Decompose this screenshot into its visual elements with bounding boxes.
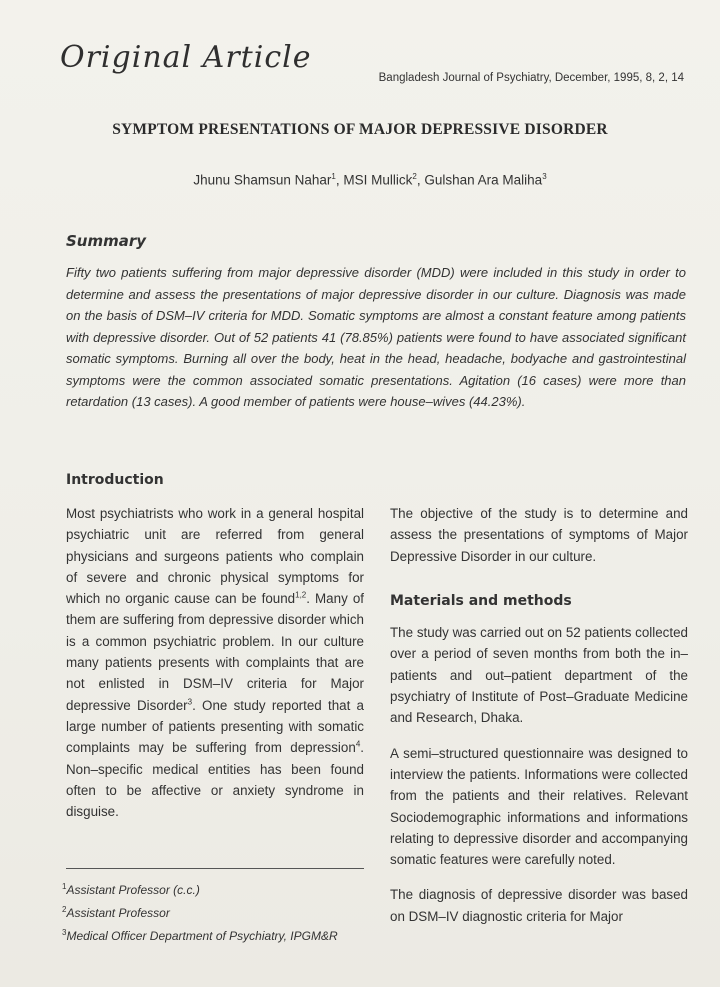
methods-paragraph: A semi–structured questionnaire was designed to interview the patients. Informations were collected from the patients and their relatives. Relevant Sociodemographic informations and informations relating to depressive disorder and accompanying somatic features were carefully noted. xyxy=(390,745,688,868)
footnote-item xyxy=(62,877,372,900)
author-name: Gulshan Ara Maliha xyxy=(424,172,543,188)
footnote-divider xyxy=(66,868,364,869)
footnote-mark: 1 xyxy=(62,882,67,891)
citation-mark: 4 xyxy=(355,739,361,749)
summary-heading: Summary xyxy=(66,232,147,250)
footnote-mark: 2 xyxy=(62,905,67,914)
masthead-original-article: Original Article xyxy=(60,40,312,75)
author-affiliation-mark: 1 xyxy=(331,172,336,181)
right-column xyxy=(390,503,688,941)
citation-mark: 1,2 xyxy=(295,590,307,600)
methods-paragraph: The diagnosis of depressive disorder was based on DSM–IV diagnostic criteria for Major xyxy=(390,887,688,924)
footnote-item xyxy=(62,923,372,946)
author-name: MSI Mullick xyxy=(343,172,413,188)
methods-heading: Materials and methods xyxy=(390,592,572,609)
author-line: Jhunu Shamsun Nahar$^1$, MSI Mullick$^2$, Gulshan Ara Maliha$^3$ xyxy=(193,172,547,188)
introduction-text xyxy=(66,503,364,822)
author-affiliation-mark: 3 xyxy=(542,172,547,181)
article-title: SYMPTOM PRESENTATIONS OF MAJOR DEPRESSIVE DISORDER xyxy=(112,121,608,138)
author-affiliation-mark: 2 xyxy=(412,172,417,181)
citation-mark: 3 xyxy=(187,697,193,707)
footnote-text: Assistant Professor (c.c.) xyxy=(66,883,200,897)
introduction-heading: Introduction xyxy=(66,472,164,488)
journal-reference: Bangladesh Journal of Psychiatry, December, 1995, 8, 2, 14 xyxy=(378,72,684,84)
intro-text-part: . Many of them are suffering from depressive disorder which is a common psychiatric problem. In our culture many patients presents with complaints that are not enlisted in DSM–IV criteria for Major depressive Disorder xyxy=(66,591,364,713)
intro-text-part: Most psychiatrists who work in a general hospital psychiatric unit are referred from general physicians and surgeons patients who complain of severe and chronic physical symptoms for which no organic cause can be found xyxy=(66,506,364,607)
methods-paragraph: The study was carried out on 52 patients collected over a period of seven months from both the in–patients and out–patient department of the psychiatry of Institute of Post–Graduate Medicine and Research, Dhaka. xyxy=(390,625,688,726)
summary-text: Fifty two patients suffering from major depressive disorder (MDD) were included in this study in order to determine and assess the presentations of major depressive disorder in our culture. Diagnosis was made on the basis of DSM–IV criteria for MDD. Somatic symptoms are almost a constant feature among patients with depressive disorder. Out of 52 patients 41 (78.85%) patients were found to have associated significant somatic symptoms. Burning all over the body, heat in the head, headache, bodyache and gastrointestinal symptoms were the common associated somatic presentations. Agitation (16 cases) were more than retardation (13 cases). A good member of patients were house–wives (44.23%). xyxy=(66,265,686,409)
footnote-text: Assistant Professor xyxy=(66,906,170,920)
footnote-item xyxy=(62,900,372,923)
intro-text-part: . Non–specific medical entities has been found often to be affective or anxiety syndrome in disguise. xyxy=(66,740,364,820)
footnote-text: Medical Officer Department of Psychiatry, IPGM&R xyxy=(66,929,338,943)
footnote-mark: 3 xyxy=(62,928,67,937)
objective-paragraph: The objective of the study is to determine and assess the presentations of symptoms of Major Depressive Disorder in our culture. xyxy=(390,506,688,564)
intro-text-part: . One study reported that a large number of patients presenting with somatic complaints may be suffering from depression xyxy=(66,697,365,756)
author-name: Jhunu Shamsun Nahar xyxy=(193,172,332,188)
footnotes xyxy=(62,877,372,946)
